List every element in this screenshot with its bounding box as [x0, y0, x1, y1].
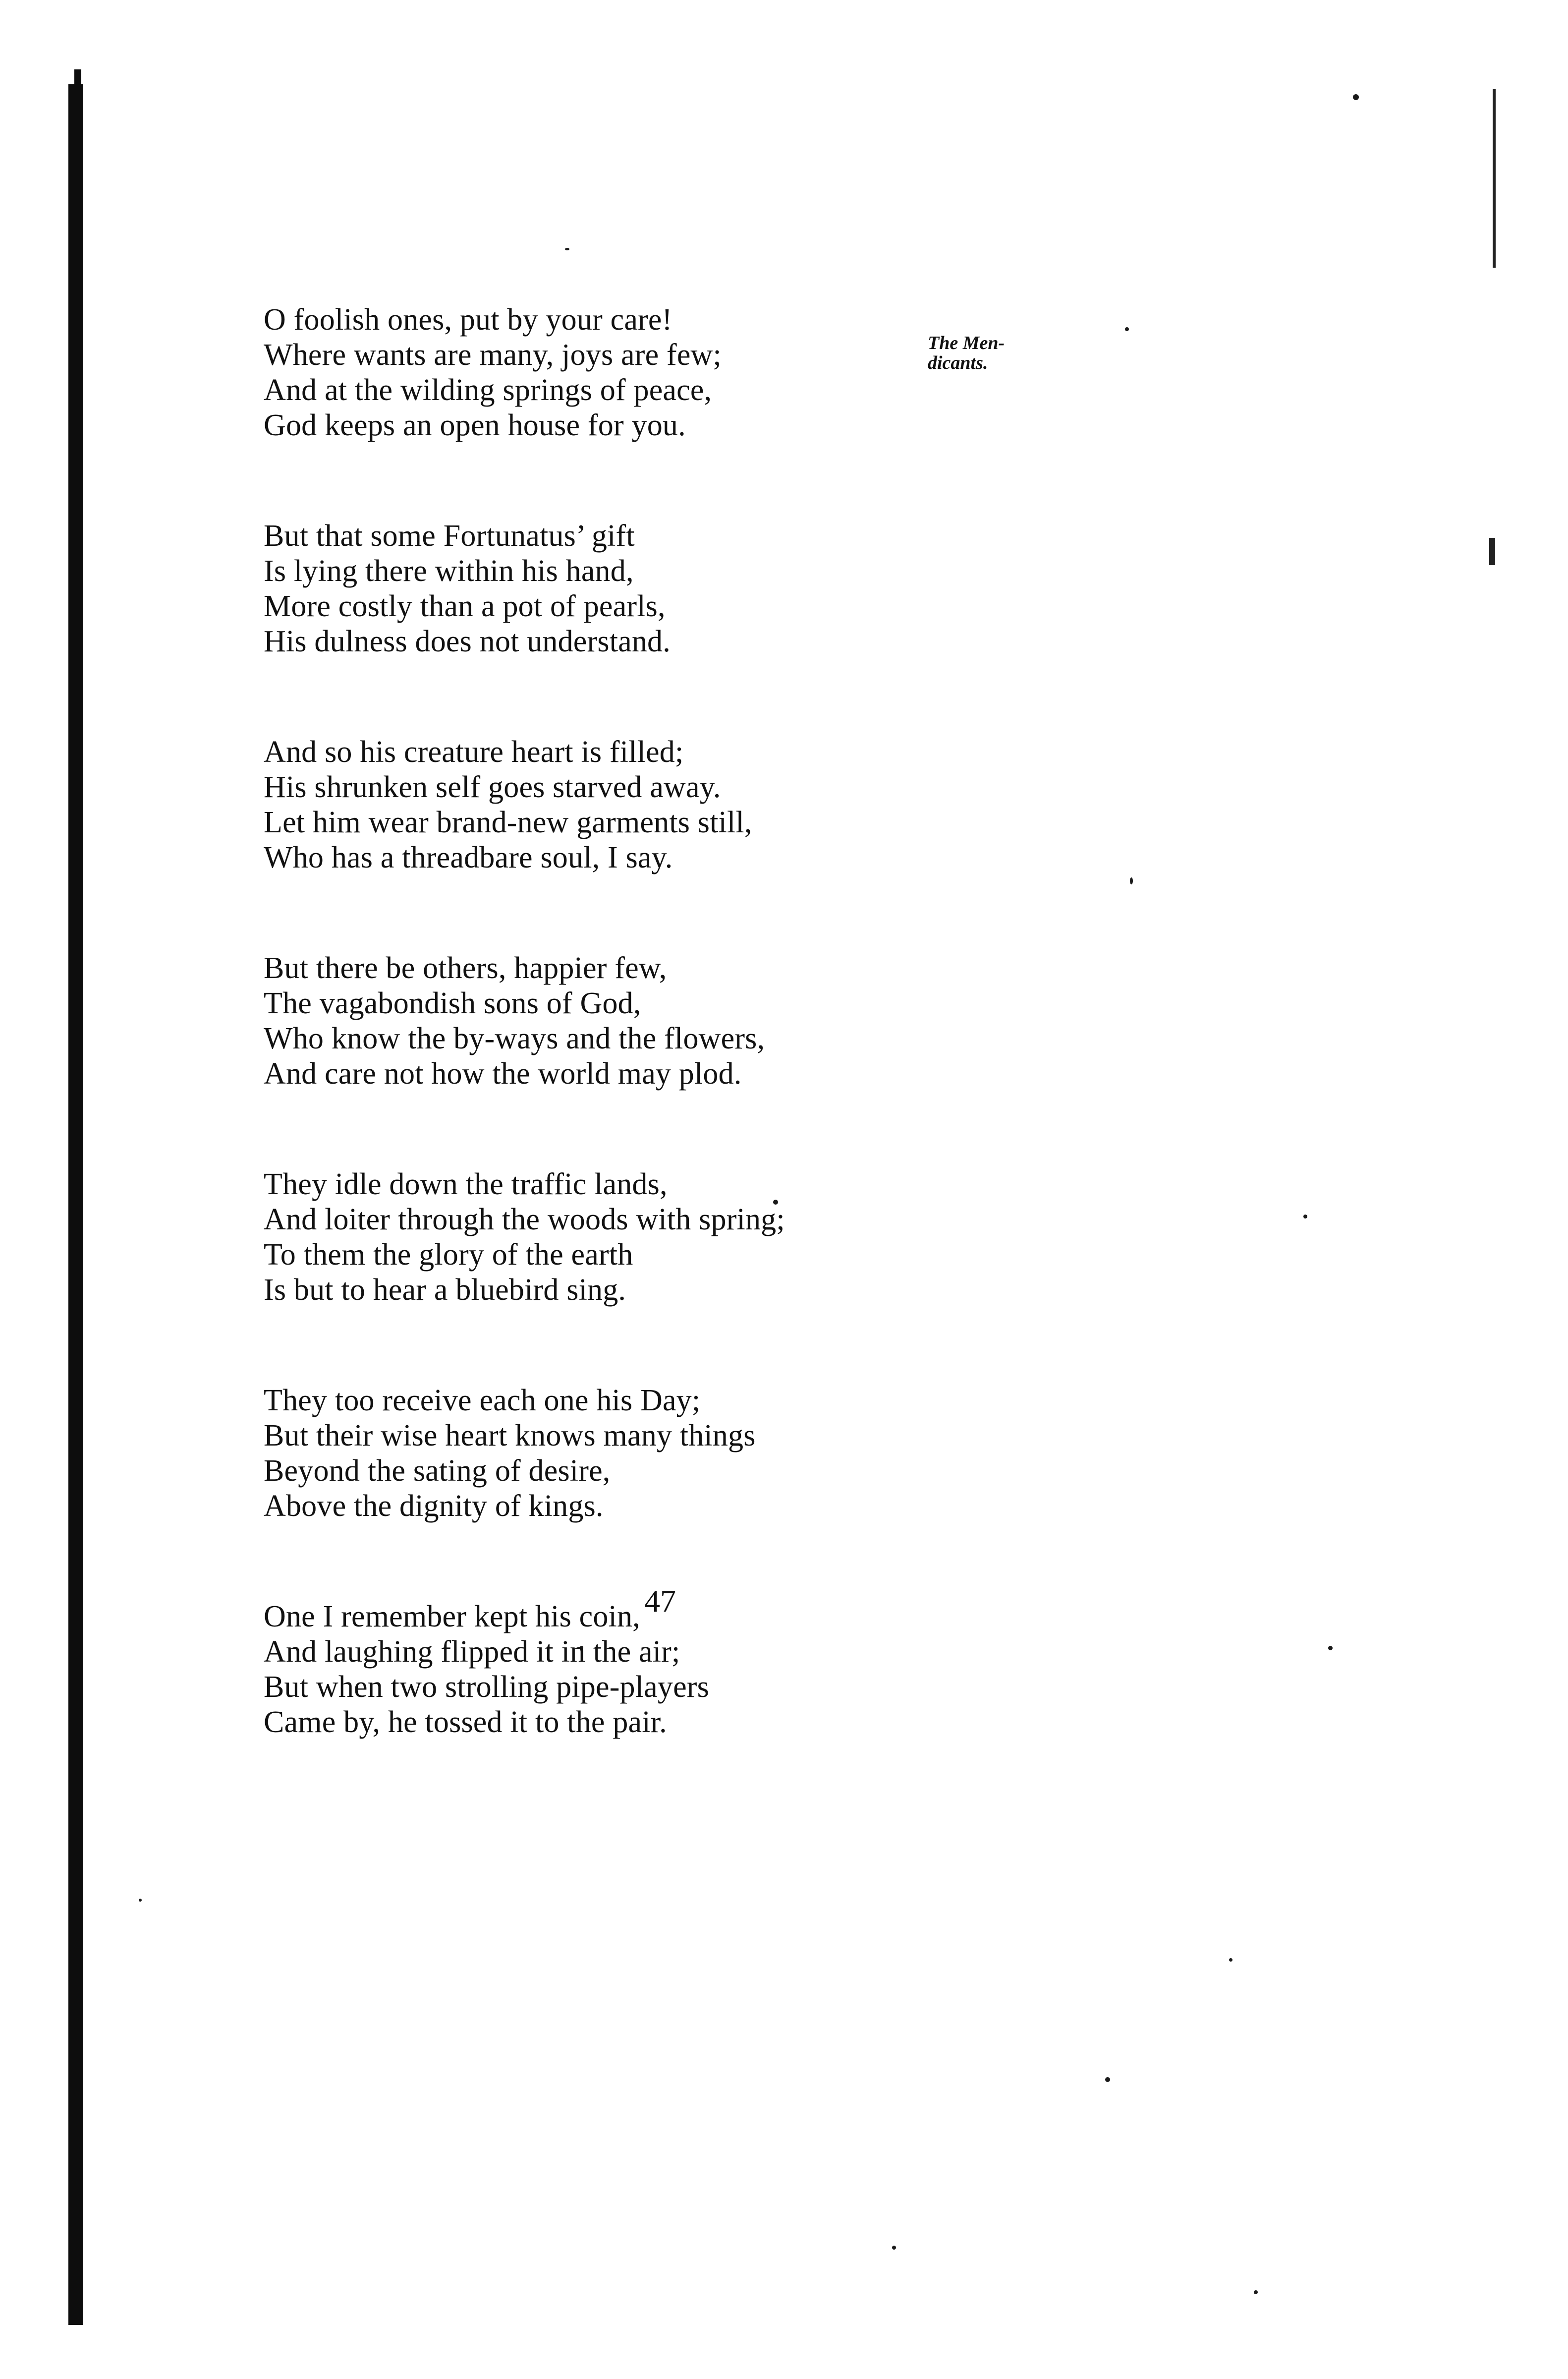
- scan-speck: [1254, 2290, 1258, 2294]
- scan-speck: [1303, 1215, 1307, 1219]
- poem-line: Who know the by-ways and the flowers,: [264, 1022, 765, 1055]
- margin-sidenote: [928, 333, 1071, 373]
- poem-line: To them the glory of the earth: [264, 1238, 633, 1272]
- poem-line: Above the dignity of kings.: [264, 1489, 604, 1523]
- poem-line: They too receive each one his Day;: [264, 1384, 701, 1417]
- page-edge-mark-lower: [1489, 538, 1495, 565]
- page-edge-mark: [1493, 89, 1496, 268]
- poem-line: And care not how the world may plod.: [264, 1057, 742, 1091]
- poem: [264, 302, 977, 1740]
- scan-speck: [1105, 2077, 1110, 2082]
- poem-line: Where wants are many, joys are few;: [264, 338, 722, 372]
- stanza: [264, 735, 977, 875]
- poem-line: But there be others, happier few,: [264, 951, 667, 985]
- poem-line: His dulness does not understand.: [264, 625, 671, 658]
- scan-speck: [139, 1899, 142, 1902]
- poem-line: But their wise heart knows many things: [264, 1419, 756, 1452]
- stanza: [264, 519, 977, 659]
- poem-line: More costly than a pot of pearls,: [264, 589, 666, 623]
- poem-line: And loiter through the woods with spring;: [264, 1203, 785, 1236]
- poem-line: And so his creature heart is filled;: [264, 735, 684, 769]
- scan-speck: [1229, 1958, 1232, 1962]
- scan-speck: [892, 2246, 896, 2250]
- poem-line: Let him wear brand-new garments still,: [264, 806, 752, 839]
- stanza: [264, 951, 977, 1092]
- poem-line: Beyond the sating of desire,: [264, 1454, 611, 1488]
- poem-line: The vagabondish sons of God,: [264, 986, 641, 1020]
- poem-line: One I remember kept his coin,: [264, 1600, 640, 1633]
- sidenote-line: The Men-: [928, 333, 1005, 353]
- poem-line: God keeps an open house for you.: [264, 408, 686, 442]
- binding-shadow: [68, 84, 83, 2325]
- scan-speck: [1125, 327, 1129, 331]
- poem-line: And at the wilding springs of peace,: [264, 373, 712, 407]
- scan-speck: [1328, 1646, 1333, 1650]
- poem-line: His shrunken self goes starved away.: [264, 770, 721, 804]
- poem-line: Came by, he tossed it to the pair.: [264, 1705, 667, 1739]
- poem-line: And laughing flipped it in the air;: [264, 1635, 680, 1669]
- poem-line: But when two strolling pipe-players: [264, 1670, 709, 1704]
- stanza: [264, 302, 977, 443]
- poem-line: Who has a threadbare soul, I say.: [264, 841, 673, 874]
- stanza: [264, 1383, 977, 1524]
- scan-speck: [565, 248, 569, 250]
- page-number: 47: [644, 1583, 676, 1619]
- stanza: [264, 1167, 977, 1308]
- scan-speck: [1353, 94, 1359, 100]
- poem-line: O foolish ones, put by your care!: [264, 303, 672, 337]
- poem-line: Is lying there within his hand,: [264, 554, 634, 588]
- poem-line: Is but to hear a bluebird sing.: [264, 1273, 626, 1307]
- poem-line: They idle down the traffic lands,: [264, 1167, 668, 1201]
- stanza: [264, 1599, 977, 1740]
- scan-speck: [1130, 877, 1133, 884]
- sidenote-line: dicants.: [928, 352, 988, 373]
- poem-line: But that some Fortunatus’ gift: [264, 519, 635, 553]
